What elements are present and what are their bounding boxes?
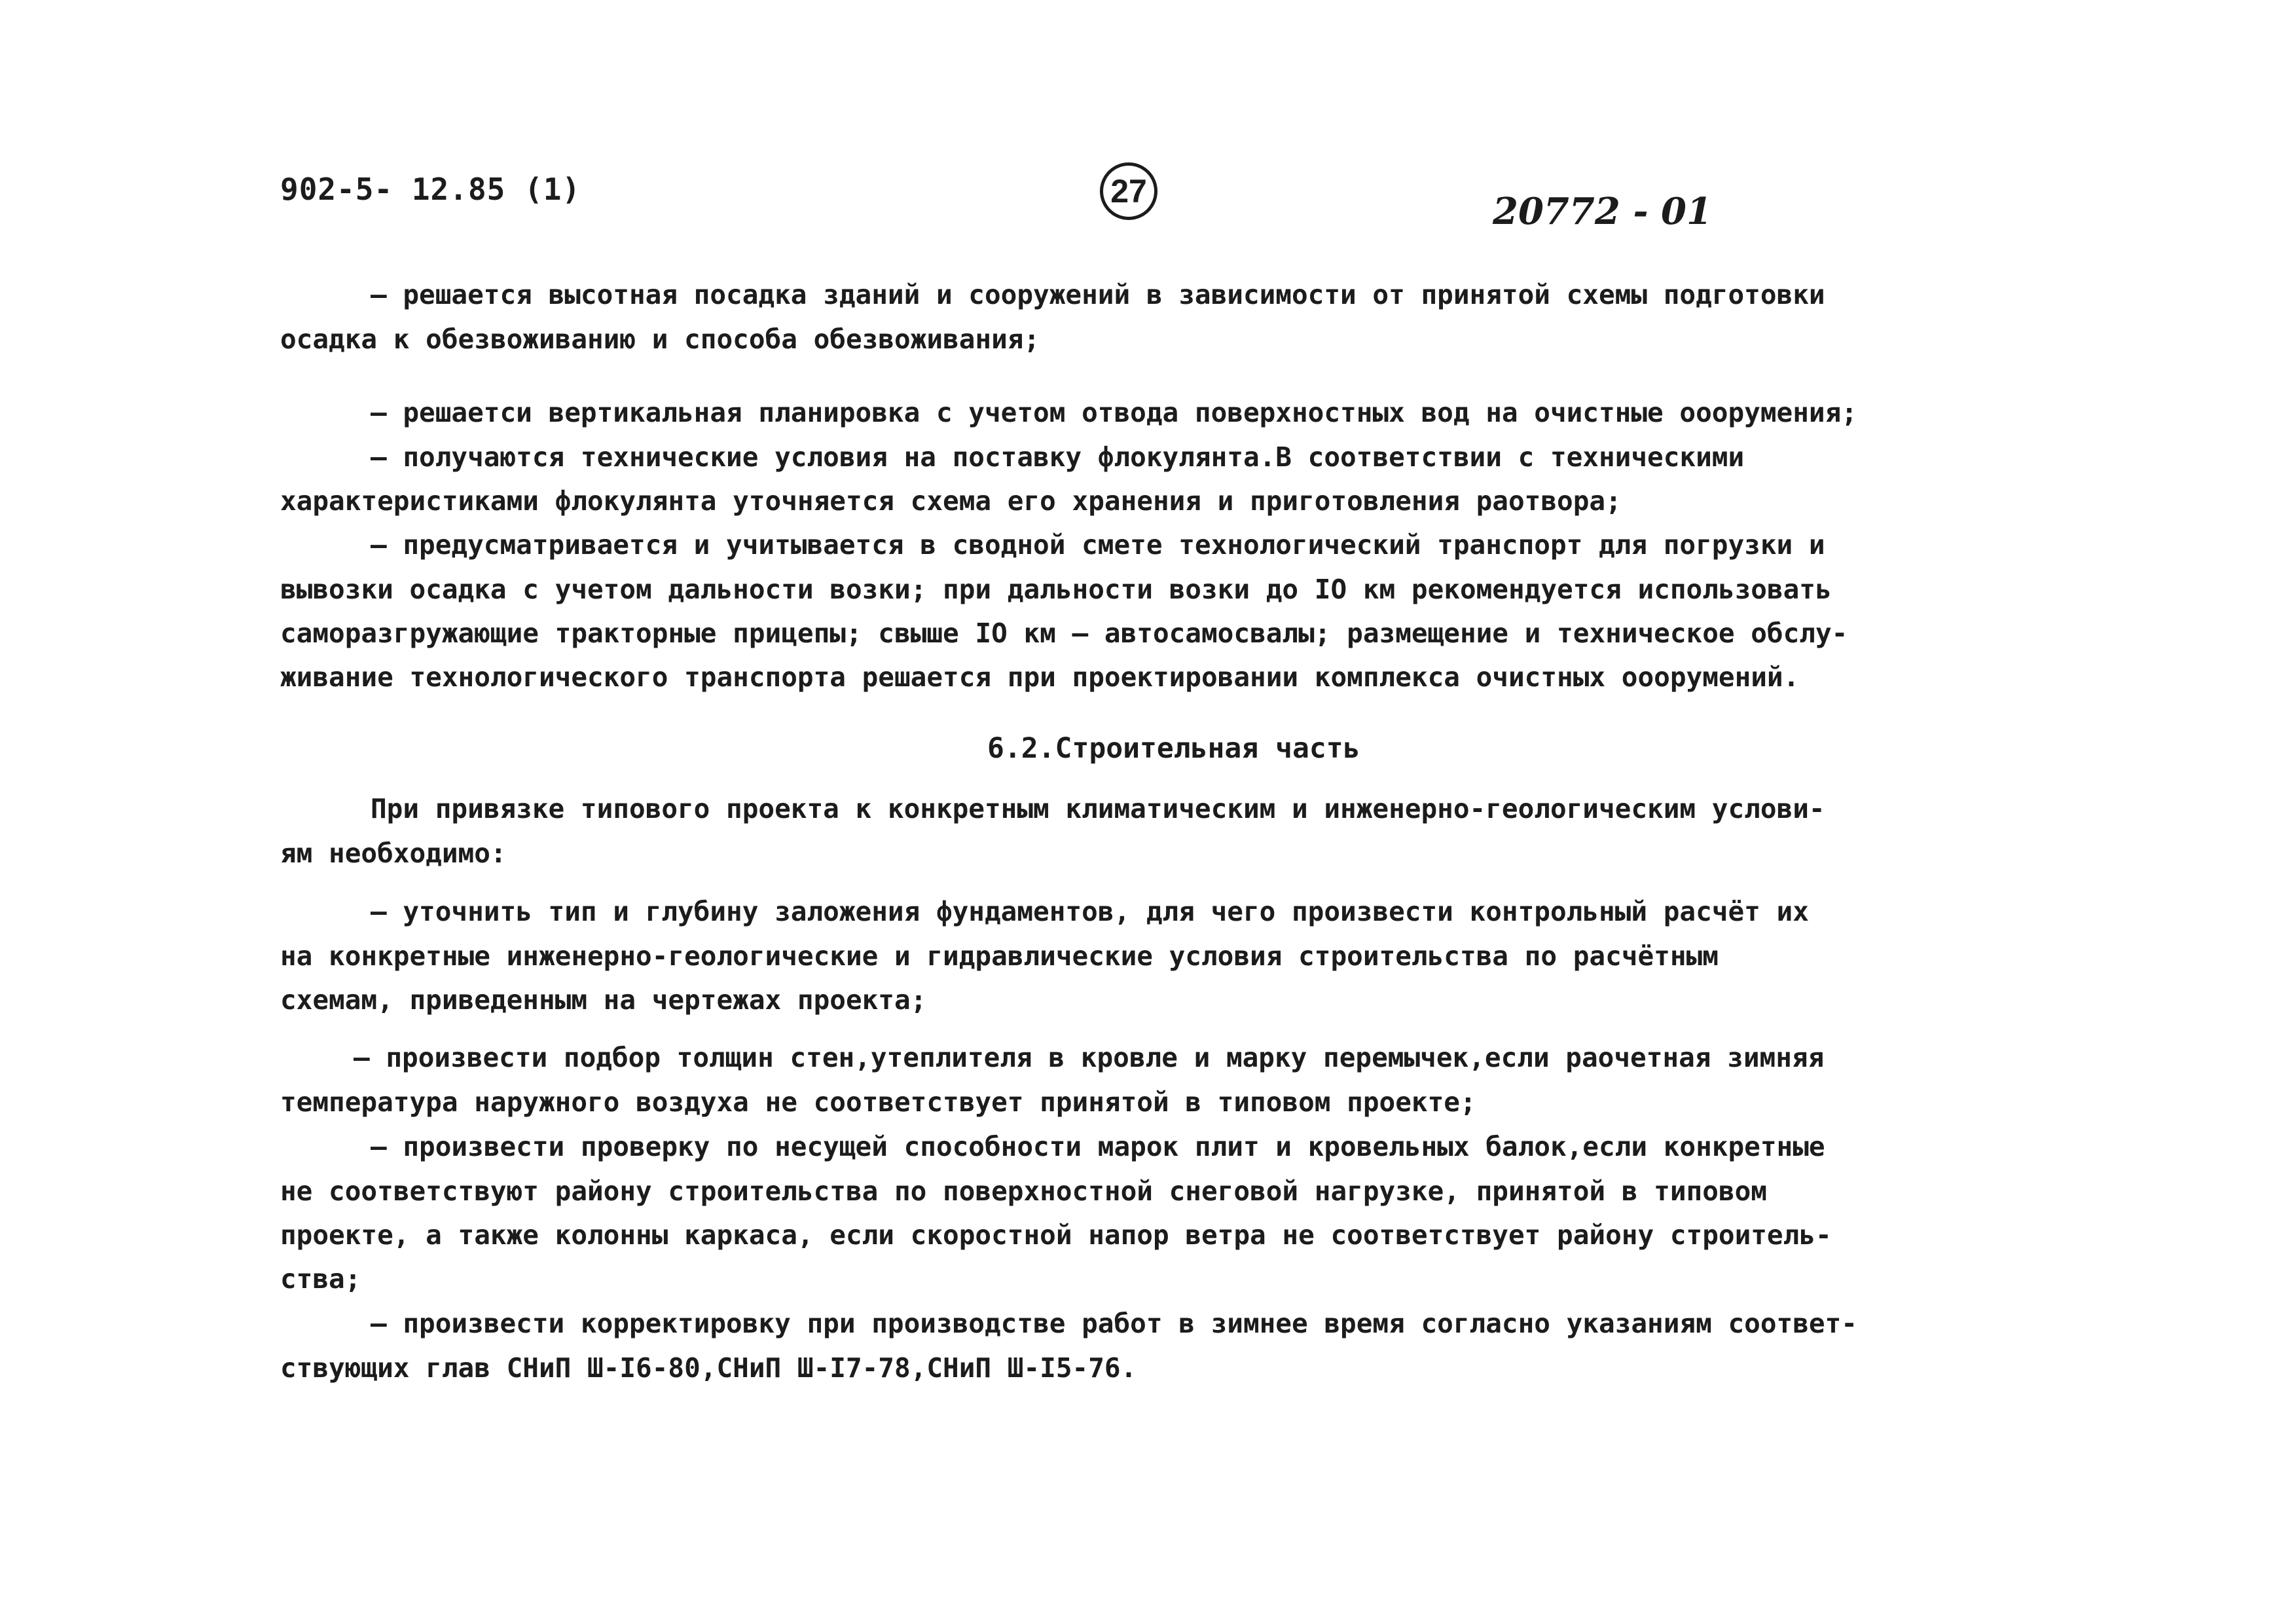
text-line: – уточнить тип и глубину заложения фундаментов, для чего произвести контрольный расчёт их [371, 896, 1809, 927]
text-line: – произвести проверку по несущей способности марок плит и кровельных балок,если конкретные [371, 1131, 1825, 1162]
text-line: температура наружного воздуха не соответствует принятой в типовом проекте; [280, 1086, 1476, 1118]
text-line: не соответствуют району строительства по поверхностной снеговой нагрузке, принятой в типовом [280, 1175, 1767, 1207]
text-line: – произвести корректировку при производстве работ в зимнее время согласно указаниям соответ- [371, 1308, 1857, 1339]
text-line: При привязке типового проекта к конкретным климатическим и инженерно-геологическим услови- [371, 793, 1825, 824]
section-title: 6.2.Строительная часть [987, 732, 1360, 765]
text-line: саморазгружающие тракторные прицепы; свыше IO км – автосамосвалы; размещение и техническое обслу- [280, 618, 1848, 649]
text-line: на конкретные инженерно-геологические и гидравлические условия строительства по расчётным [280, 940, 1719, 972]
text-line: – произвести подбор толщин стен,утеплителя в кровле и марку перемычек,если раочетная зимняя [354, 1042, 1825, 1073]
document-code: 902-5- 12.85 (1) [280, 172, 581, 207]
text-line: проекте, а также колонны каркаса, если скоростной напор ветра не соответствует району строитель- [280, 1219, 1832, 1251]
text-line: – решается высотная посадка зданий и сооружений в зависимости от принятой схемы подготовки [371, 279, 1825, 310]
text-line: схемам, приведенным на чертежах проекта; [280, 984, 927, 1016]
text-line: живание технологического транспорта решается при проектировании комплекса очистных ооорумений. [280, 661, 1800, 693]
page-number-circle [1100, 162, 1157, 220]
text-line: характеристиками флокулянта уточняется схема его хранения и приготовления раотвора; [280, 485, 1622, 517]
text-line: ям необходимо: [280, 838, 507, 869]
text-line: осадка к обезвоживанию и способа обезвоживания; [280, 323, 1040, 355]
text-line: – предусматривается и учитывается в сводной смете технологический транспорт для погрузки и [371, 529, 1825, 561]
page-number: 27 [1110, 173, 1147, 210]
text-line: вывозки осадка с учетом дальности возки; при дальности возки до IO км рекомендуется использовать [280, 574, 1832, 605]
text-line: – получаются технические условия на поставку флокулянта.В соответствии с техническими [371, 441, 1745, 473]
text-line: ства; [280, 1263, 361, 1295]
text-line: – решаетси вертикальная планировка с учетом отвода поверхностных вод на очистные ооорумения; [371, 397, 1857, 428]
inventory-number: 20772 - 01 [1493, 190, 1712, 233]
text-line: ствующих глав СНиП Ш-I6-80,СНиП Ш-I7-78,СНиП Ш-I5-76. [280, 1352, 1137, 1384]
